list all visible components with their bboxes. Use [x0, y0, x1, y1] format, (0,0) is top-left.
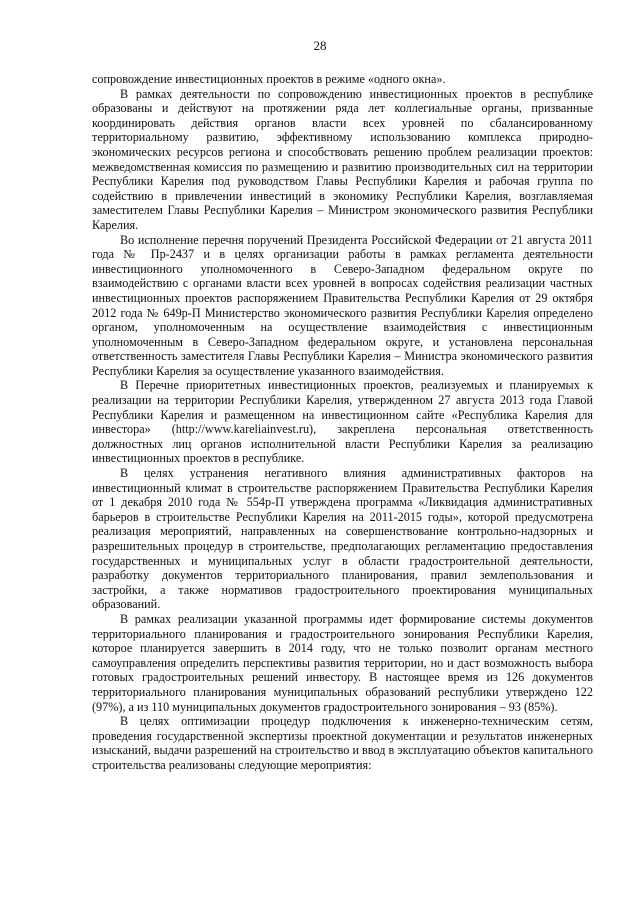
paragraph-4: В Перечне приоритетных инвестиционных проектов, реализуемых и планируемых к реализации на территории Республики Карелия, утвержденном 27 августа 2013 года Главой Республики Карелия и размещенном на инвестиционном сайте «Республика Карелия для инвестора» (http://www.kareliainvest.ru), закреплена персональная ответственность должностных лиц органов исполнительной власти Республики Карелия за реализацию инвестиционных проектов в республике.	[92, 378, 593, 466]
paragraph-5: В целях устранения негативного влияния административных факторов на инвестиционный климат в строительстве распоряжением Правительства Республики Карелия от 1 декабря 2010 года № 554р-П утверждена программа «Ликвидация административных барьеров в строительстве Республики Карелия на 2011-2015 годы», которой предусмотрена реализация мероприятий, направленных на совершенствование контрольно-надзорных и разрешительных процедур в строительстве, предполагающих регламентацию предоставления государственных и муниципальных услуг в области градостроительной деятельности, разработку документов территориального планирования, правил землепользования и застройки, а также нормативов градостроительного проектирования муниципальных образований.	[92, 466, 593, 612]
paragraph-7: В целях оптимизации процедур подключения к инженерно-техническим сетям, проведения государственной экспертизы проектной документации и результатов инженерных изысканий, выдачи разрешений на строительство и ввод в эксплуатацию объектов капитального строительства реализованы следующие мероприятия:	[92, 714, 593, 772]
paragraph-3: Во исполнение перечня поручений Президента Российской Федерации от 21 августа 2011 года № Пр-2437 и в целях организации работы в рамках регламента деятельности инвестиционного уполномоченного в Северо-Западном федеральном округе по взаимодействию с органами власти всех уровней в вопросах содействия реализации частных инвестиционных проектов распоряжением Правительства Республики Карелия от 29 октября 2012 года № 649р-П Министерство экономического развития Республики Карелия определено органом, уполномоченным на осуществление взаимодействия с инвестиционным уполномоченным в Северо-Западном федеральном округе, и установлена персональная ответственность заместителя Главы Республики Карелия – Министра экономического развития Республики Карелия за осуществление указанного взаимодействия.	[92, 232, 593, 378]
document-body	[92, 72, 593, 773]
paragraph-2: В рамках деятельности по сопровождению инвестиционных проектов в республике образованы и действуют на протяжении ряда лет коллегиальные органы, призванные координировать действия органов власти всех уровней по сбалансированному территориальному развитию, эффективному использованию комплекса природно-экономических ресурсов региона и способствовать решению проблем реализации проектов: межведомственная комиссия по размещению и развитию производительных сил на территории Республики Карелия под руководством Главы Республики Карелия и рабочая группа по содействию в привлечении инвестиций в экономику Республики Карелия, возглавляемая заместителем Главы Республики Карелия – Министром экономического развития Республики Карелия.	[92, 86, 593, 232]
page-number: 28	[313, 38, 327, 53]
paragraph-6: В рамках реализации указанной программы идет формирование системы документов территориального планирования и градостроительного зонирования Республики Карелия, которое планируется завершить в 2014 году, что не только позволит органам местного самоуправления определить перспективы развития территории, но и даст возможность выбора готовых градостроительных решений инвестору. В настоящее время из 126 документов территориального планирования муниципальных образований республики утверждено 122 (97%), а из 110 муниципальных документов градостроительного зонирования – 93 (85%).	[92, 611, 593, 714]
paragraph-1: сопровождение инвестиционных проектов в режиме «одного окна».	[92, 72, 446, 86]
